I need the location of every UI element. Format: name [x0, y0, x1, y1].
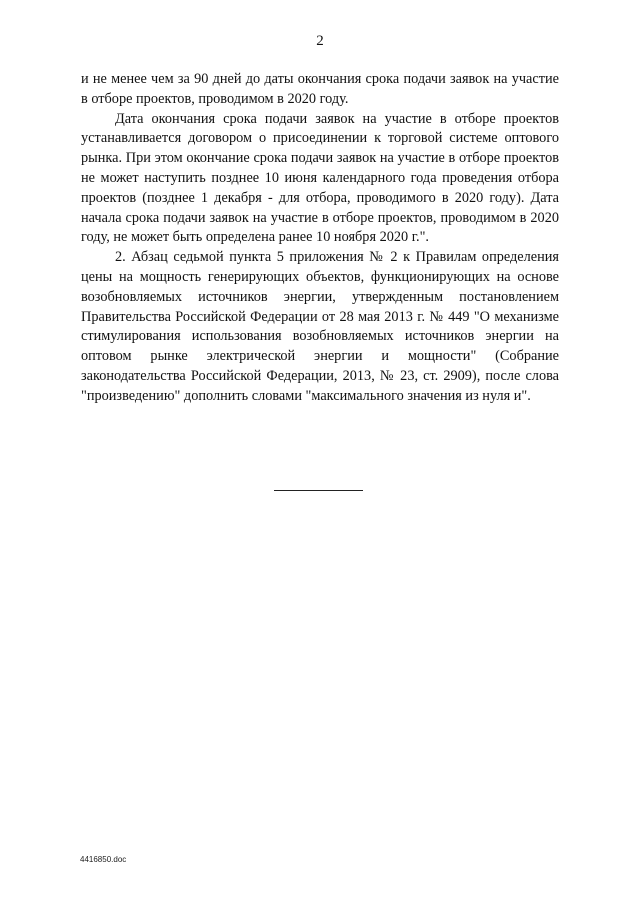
end-divider	[274, 490, 363, 491]
footer-file-code: 4416850.doc	[80, 855, 127, 864]
paragraph-deadline: Дата окончания срока подачи заявок на участие в отборе проектов устанавливается договором о присоединении к торговой системе оптового рынка. При этом окончание срока подачи заявок на участие в отборе проектов не может наступить позднее 10 июня календарного года проведения отбора проектов (позднее 1 декабря - для отбора, проводимого в 2020 году). Дата начала срока подачи заявок на участие в отборе проектов, проводимом в 2020 году, не может быть определена ранее 10 ноября 2020 г.".	[81, 110, 559, 246]
document-body	[81, 70, 559, 407]
paragraph-amendment: 2. Абзац седьмой пункта 5 приложения № 2 к Правилам определения цены на мощность генерирующих объектов, функционирующих на основе возобновляемых источников энергии, утвержденным постановлением Правительства Российской Федерации от 28 мая 2013 г. № 449 "О механизме стимулирования использования возобновляемых источников энергии на оптовом рынке электрической энергии и мощности" (Собрание законодательства Российской Федерации, 2013, № 23, ст. 2909), после слова "произведению" дополнить словами "максимального значения из нуля и".	[81, 249, 559, 404]
paragraph-continuation: и не менее чем за 90 дней до даты окончания срока подачи заявок на участие в отборе проектов, проводимом в 2020 году.	[81, 71, 559, 107]
page-number: 2	[316, 33, 324, 49]
